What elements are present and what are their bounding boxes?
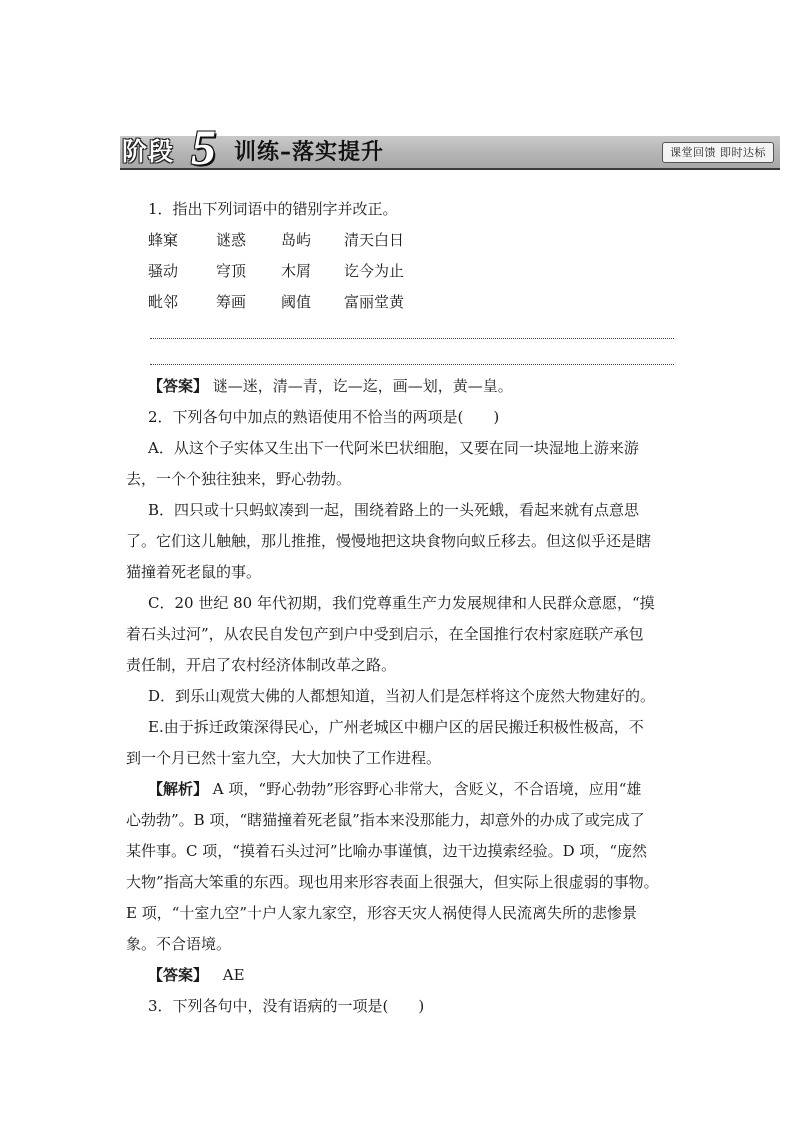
question-1-prompt: 1．指出下列词语中的错别字并改正。	[148, 200, 398, 218]
word-row	[148, 225, 674, 256]
word-row	[148, 256, 674, 287]
banner-tag: 课堂回馈 即时达标	[662, 142, 774, 163]
question-3-prompt: 3．下列各句中，没有语病的一项是( )	[148, 997, 425, 1015]
option-line: 责任制，开启了农村经济体制改革之路。	[126, 656, 397, 674]
question-1-answer	[148, 371, 674, 402]
analysis-text: A 项，“野心勃勃”形容野心非常大，含贬义，不合语境，应用“雄	[212, 780, 642, 798]
question-2	[126, 402, 674, 1022]
option-line: E.由于拆迁政策深得民心，广州老城区中棚户区的居民搬迁积极性极高，不	[148, 718, 644, 736]
word-item: 讫今为止	[344, 262, 405, 280]
answer-label: 【答案】	[148, 966, 209, 984]
analysis-line	[148, 774, 674, 805]
word-item: 毗邻	[148, 293, 179, 311]
option-line: A．从这个子实体又生出下一代阿米巴状细胞，又要在同一块湿地上游来游	[148, 439, 639, 457]
option-line: 着石头过河”，从农民自发包产到户中受到启示，在全国推行农村家庭联产承包	[126, 625, 644, 643]
question-2-prompt: 2．下列各句中加点的熟语使用不恰当的两项是( )	[148, 408, 500, 426]
answer-blank-line-1	[150, 338, 674, 339]
section-banner	[120, 119, 780, 175]
word-item: 穹顶	[216, 262, 247, 280]
word-item: 富丽堂黄	[344, 293, 405, 311]
word-item: 清天白日	[344, 231, 405, 249]
option-line: C．20 世纪 80 年代初期，我们党尊重生产力发展规律和人民群众意愿，“摸	[148, 594, 655, 612]
option-line: 了。它们这儿触触，那儿推推，慢慢地把这块食物向蚁丘移去。但这似乎还是瞎	[126, 532, 652, 550]
analysis-line: 心勃勃”。B 项，“瞎猫撞着死老鼠”指本来没那能力，却意外的办成了或完成了	[126, 811, 645, 829]
option-line: 猫撞着死老鼠的事。	[126, 563, 262, 581]
option-line: D．到乐山观赏大佛的人都想知道，当初人们是怎样将这个庞然大物建好的。	[148, 687, 656, 705]
banner-stage-number: 5	[191, 119, 216, 175]
option-line: 到一个月已然十室九空，大大加快了工作进程。	[126, 749, 442, 767]
word-item: 谜惑	[216, 231, 247, 249]
analysis-line: E 项，“十室九空”十户人家九家空，形容天灾人祸使得人民流离失所的悲惨景	[126, 904, 638, 922]
question-1	[148, 194, 674, 318]
word-item: 筹画	[216, 293, 247, 311]
analysis-line: 大物”指高大笨重的东西。现也用来形容表面上很强大，但实际上很虚弱的事物。	[126, 873, 659, 891]
option-line: 去，一个个独往独来，野心勃勃。	[126, 470, 352, 488]
analysis-line: 象。不合语境。	[126, 935, 232, 953]
answer-text: 谜—迷，清—青，讫—迄，画—划，黄—皇。	[212, 377, 513, 395]
option-line: B．四只或十只蚂蚁凑到一起，围绕着路上的一头死蛾，看起来就有点意思	[148, 501, 640, 519]
answer-text: AE	[222, 966, 245, 984]
banner-title: 训练–落实提升	[234, 140, 385, 165]
banner-stage-label: 阶段	[122, 137, 175, 166]
word-item: 阈值	[281, 293, 312, 311]
word-item: 蜂窠	[148, 231, 179, 249]
analysis-line: 某件事。C 项，“摸着石头过河”比喻办事谨慎，边干边摸索经验。D 项，“庞然	[126, 842, 648, 860]
word-item: 木屑	[281, 262, 312, 280]
word-item: 岛屿	[281, 231, 312, 249]
answer-line	[148, 960, 674, 991]
analysis-label: 【解析】	[148, 780, 209, 798]
answer-label: 【答案】	[148, 377, 209, 395]
answer-blank-line-2	[150, 364, 674, 365]
word-item: 骚动	[148, 262, 179, 280]
word-row	[148, 287, 674, 318]
